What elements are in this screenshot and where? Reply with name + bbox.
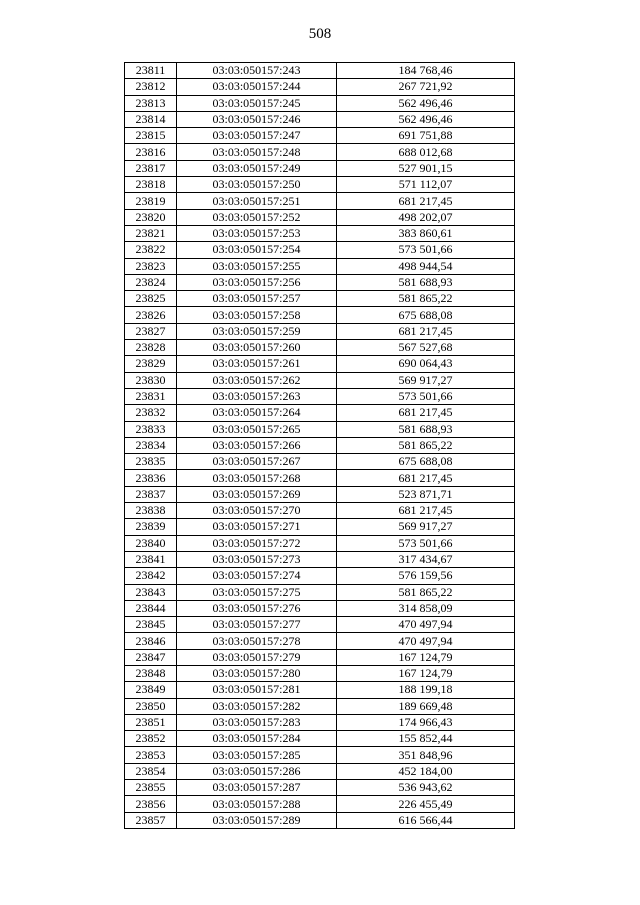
row-number-cell: 23812 bbox=[125, 79, 177, 95]
cadastral-number-cell: 03:03:050157:254 bbox=[177, 242, 337, 258]
cadastral-value-cell: 470 497,94 bbox=[337, 633, 515, 649]
cadastral-value-cell: 576 159,56 bbox=[337, 568, 515, 584]
table-row bbox=[125, 242, 515, 258]
cadastral-number-cell: 03:03:050157:243 bbox=[177, 63, 337, 79]
cadastral-value-cell: 688 012,68 bbox=[337, 144, 515, 160]
cadastral-number-cell: 03:03:050157:262 bbox=[177, 372, 337, 388]
cadastral-number-cell: 03:03:050157:276 bbox=[177, 600, 337, 616]
cadastral-number-cell: 03:03:050157:283 bbox=[177, 714, 337, 730]
cadastral-value-cell: 581 865,22 bbox=[337, 437, 515, 453]
row-number-cell: 23830 bbox=[125, 372, 177, 388]
table-row bbox=[125, 225, 515, 241]
table-row bbox=[125, 79, 515, 95]
cadastral-number-cell: 03:03:050157:251 bbox=[177, 193, 337, 209]
table-row bbox=[125, 698, 515, 714]
row-number-cell: 23824 bbox=[125, 274, 177, 290]
cadastral-number-cell: 03:03:050157:275 bbox=[177, 584, 337, 600]
table-row bbox=[125, 568, 515, 584]
table-row bbox=[125, 111, 515, 127]
cadastral-value-table bbox=[124, 62, 515, 829]
cadastral-number-cell: 03:03:050157:284 bbox=[177, 731, 337, 747]
cadastral-number-cell: 03:03:050157:270 bbox=[177, 503, 337, 519]
row-number-cell: 23835 bbox=[125, 454, 177, 470]
cadastral-value-cell: 569 917,27 bbox=[337, 519, 515, 535]
cadastral-number-cell: 03:03:050157:282 bbox=[177, 698, 337, 714]
table-row bbox=[125, 454, 515, 470]
table-row bbox=[125, 714, 515, 730]
cadastral-number-cell: 03:03:050157:252 bbox=[177, 209, 337, 225]
table-row bbox=[125, 486, 515, 502]
cadastral-value-cell: 581 688,93 bbox=[337, 274, 515, 290]
cadastral-number-cell: 03:03:050157:263 bbox=[177, 388, 337, 404]
cadastral-value-cell: 167 124,79 bbox=[337, 649, 515, 665]
row-number-cell: 23817 bbox=[125, 160, 177, 176]
cadastral-value-cell: 581 688,93 bbox=[337, 421, 515, 437]
cadastral-number-cell: 03:03:050157:258 bbox=[177, 307, 337, 323]
table-row bbox=[125, 503, 515, 519]
cadastral-number-cell: 03:03:050157:257 bbox=[177, 291, 337, 307]
row-number-cell: 23840 bbox=[125, 535, 177, 551]
row-number-cell: 23815 bbox=[125, 128, 177, 144]
cadastral-number-cell: 03:03:050157:264 bbox=[177, 405, 337, 421]
row-number-cell: 23851 bbox=[125, 714, 177, 730]
row-number-cell: 23855 bbox=[125, 780, 177, 796]
table-row bbox=[125, 649, 515, 665]
cadastral-value-cell: 681 217,45 bbox=[337, 193, 515, 209]
table-row bbox=[125, 274, 515, 290]
row-number-cell: 23842 bbox=[125, 568, 177, 584]
table-row bbox=[125, 470, 515, 486]
table-row bbox=[125, 812, 515, 828]
cadastral-value-cell: 498 944,54 bbox=[337, 258, 515, 274]
cadastral-value-cell: 314 858,09 bbox=[337, 600, 515, 616]
table-row bbox=[125, 95, 515, 111]
cadastral-value-cell: 573 501,66 bbox=[337, 242, 515, 258]
table-row bbox=[125, 372, 515, 388]
table-row bbox=[125, 340, 515, 356]
row-number-cell: 23854 bbox=[125, 763, 177, 779]
cadastral-value-cell: 155 852,44 bbox=[337, 731, 515, 747]
cadastral-number-cell: 03:03:050157:249 bbox=[177, 160, 337, 176]
cadastral-number-cell: 03:03:050157:274 bbox=[177, 568, 337, 584]
cadastral-value-cell: 498 202,07 bbox=[337, 209, 515, 225]
table-row bbox=[125, 193, 515, 209]
row-number-cell: 23837 bbox=[125, 486, 177, 502]
table-row bbox=[125, 63, 515, 79]
cadastral-value-cell: 691 751,88 bbox=[337, 128, 515, 144]
cadastral-value-cell: 675 688,08 bbox=[337, 454, 515, 470]
cadastral-number-cell: 03:03:050157:273 bbox=[177, 551, 337, 567]
cadastral-number-cell: 03:03:050157:269 bbox=[177, 486, 337, 502]
row-number-cell: 23844 bbox=[125, 600, 177, 616]
row-number-cell: 23827 bbox=[125, 323, 177, 339]
cadastral-value-cell: 351 848,96 bbox=[337, 747, 515, 763]
cadastral-value-cell: 562 496,46 bbox=[337, 95, 515, 111]
row-number-cell: 23816 bbox=[125, 144, 177, 160]
cadastral-number-cell: 03:03:050157:244 bbox=[177, 79, 337, 95]
row-number-cell: 23845 bbox=[125, 617, 177, 633]
cadastral-value-cell: 383 860,61 bbox=[337, 225, 515, 241]
table-row bbox=[125, 323, 515, 339]
row-number-cell: 23826 bbox=[125, 307, 177, 323]
table-row bbox=[125, 144, 515, 160]
table-row bbox=[125, 307, 515, 323]
row-number-cell: 23852 bbox=[125, 731, 177, 747]
table-row bbox=[125, 763, 515, 779]
row-number-cell: 23836 bbox=[125, 470, 177, 486]
row-number-cell: 23825 bbox=[125, 291, 177, 307]
cadastral-value-cell: 527 901,15 bbox=[337, 160, 515, 176]
cadastral-value-cell: 174 966,43 bbox=[337, 714, 515, 730]
cadastral-number-cell: 03:03:050157:281 bbox=[177, 682, 337, 698]
cadastral-value-cell: 184 768,46 bbox=[337, 63, 515, 79]
row-number-cell: 23857 bbox=[125, 812, 177, 828]
table-row bbox=[125, 747, 515, 763]
row-number-cell: 23848 bbox=[125, 665, 177, 681]
table-row bbox=[125, 633, 515, 649]
row-number-cell: 23846 bbox=[125, 633, 177, 649]
cadastral-number-cell: 03:03:050157:256 bbox=[177, 274, 337, 290]
row-number-cell: 23839 bbox=[125, 519, 177, 535]
table-row bbox=[125, 584, 515, 600]
table-row bbox=[125, 617, 515, 633]
cadastral-number-cell: 03:03:050157:279 bbox=[177, 649, 337, 665]
row-number-cell: 23843 bbox=[125, 584, 177, 600]
row-number-cell: 23856 bbox=[125, 796, 177, 812]
cadastral-number-cell: 03:03:050157:280 bbox=[177, 665, 337, 681]
cadastral-value-cell: 470 497,94 bbox=[337, 617, 515, 633]
page-number: 508 bbox=[308, 26, 332, 42]
row-number-cell: 23831 bbox=[125, 388, 177, 404]
cadastral-value-cell: 581 865,22 bbox=[337, 291, 515, 307]
table-row bbox=[125, 519, 515, 535]
table-row bbox=[125, 796, 515, 812]
cadastral-value-cell: 681 217,45 bbox=[337, 503, 515, 519]
row-number-cell: 23833 bbox=[125, 421, 177, 437]
cadastral-value-cell: 581 865,22 bbox=[337, 584, 515, 600]
cadastral-number-cell: 03:03:050157:250 bbox=[177, 177, 337, 193]
cadastral-number-cell: 03:03:050157:259 bbox=[177, 323, 337, 339]
cadastral-value-cell: 571 112,07 bbox=[337, 177, 515, 193]
row-number-cell: 23853 bbox=[125, 747, 177, 763]
cadastral-number-cell: 03:03:050157:245 bbox=[177, 95, 337, 111]
cadastral-number-cell: 03:03:050157:266 bbox=[177, 437, 337, 453]
cadastral-value-cell: 690 064,43 bbox=[337, 356, 515, 372]
cadastral-number-cell: 03:03:050157:248 bbox=[177, 144, 337, 160]
table-row bbox=[125, 177, 515, 193]
cadastral-number-cell: 03:03:050157:268 bbox=[177, 470, 337, 486]
cadastral-number-cell: 03:03:050157:247 bbox=[177, 128, 337, 144]
row-number-cell: 23847 bbox=[125, 649, 177, 665]
cadastral-number-cell: 03:03:050157:285 bbox=[177, 747, 337, 763]
cadastral-number-cell: 03:03:050157:267 bbox=[177, 454, 337, 470]
cadastral-value-cell: 189 669,48 bbox=[337, 698, 515, 714]
table-body bbox=[125, 63, 515, 829]
cadastral-value-cell: 523 871,71 bbox=[337, 486, 515, 502]
cadastral-number-cell: 03:03:050157:278 bbox=[177, 633, 337, 649]
table-row bbox=[125, 209, 515, 225]
row-number-cell: 23819 bbox=[125, 193, 177, 209]
cadastral-number-cell: 03:03:050157:260 bbox=[177, 340, 337, 356]
cadastral-value-cell: 267 721,92 bbox=[337, 79, 515, 95]
table-row bbox=[125, 405, 515, 421]
row-number-cell: 23834 bbox=[125, 437, 177, 453]
table-row bbox=[125, 291, 515, 307]
cadastral-number-cell: 03:03:050157:261 bbox=[177, 356, 337, 372]
cadastral-value-cell: 562 496,46 bbox=[337, 111, 515, 127]
cadastral-value-cell: 536 943,62 bbox=[337, 780, 515, 796]
row-number-cell: 23823 bbox=[125, 258, 177, 274]
row-number-cell: 23811 bbox=[125, 63, 177, 79]
cadastral-number-cell: 03:03:050157:272 bbox=[177, 535, 337, 551]
cadastral-number-cell: 03:03:050157:287 bbox=[177, 780, 337, 796]
table-row bbox=[125, 551, 515, 567]
cadastral-value-cell: 573 501,66 bbox=[337, 388, 515, 404]
table-row bbox=[125, 535, 515, 551]
cadastral-value-cell: 681 217,45 bbox=[337, 405, 515, 421]
row-number-cell: 23829 bbox=[125, 356, 177, 372]
cadastral-number-cell: 03:03:050157:246 bbox=[177, 111, 337, 127]
cadastral-value-cell: 681 217,45 bbox=[337, 470, 515, 486]
cadastral-value-cell: 317 434,67 bbox=[337, 551, 515, 567]
row-number-cell: 23818 bbox=[125, 177, 177, 193]
row-number-cell: 23838 bbox=[125, 503, 177, 519]
table-row bbox=[125, 665, 515, 681]
row-number-cell: 23849 bbox=[125, 682, 177, 698]
row-number-cell: 23828 bbox=[125, 340, 177, 356]
cadastral-number-cell: 03:03:050157:253 bbox=[177, 225, 337, 241]
row-number-cell: 23820 bbox=[125, 209, 177, 225]
cadastral-number-cell: 03:03:050157:289 bbox=[177, 812, 337, 828]
cadastral-value-cell: 681 217,45 bbox=[337, 323, 515, 339]
table-row bbox=[125, 421, 515, 437]
row-number-cell: 23813 bbox=[125, 95, 177, 111]
cadastral-value-cell: 675 688,08 bbox=[337, 307, 515, 323]
table-row bbox=[125, 682, 515, 698]
cadastral-value-cell: 452 184,00 bbox=[337, 763, 515, 779]
cadastral-value-cell: 573 501,66 bbox=[337, 535, 515, 551]
row-number-cell: 23822 bbox=[125, 242, 177, 258]
cadastral-number-cell: 03:03:050157:288 bbox=[177, 796, 337, 812]
table-row bbox=[125, 388, 515, 404]
table-row bbox=[125, 437, 515, 453]
cadastral-value-cell: 569 917,27 bbox=[337, 372, 515, 388]
row-number-cell: 23850 bbox=[125, 698, 177, 714]
cadastral-number-cell: 03:03:050157:265 bbox=[177, 421, 337, 437]
table-row bbox=[125, 160, 515, 176]
row-number-cell: 23814 bbox=[125, 111, 177, 127]
table-row bbox=[125, 128, 515, 144]
table-row bbox=[125, 731, 515, 747]
cadastral-number-cell: 03:03:050157:271 bbox=[177, 519, 337, 535]
cadastral-number-cell: 03:03:050157:286 bbox=[177, 763, 337, 779]
table-row bbox=[125, 780, 515, 796]
row-number-cell: 23832 bbox=[125, 405, 177, 421]
cadastral-value-cell: 226 455,49 bbox=[337, 796, 515, 812]
cadastral-number-cell: 03:03:050157:277 bbox=[177, 617, 337, 633]
cadastral-value-cell: 167 124,79 bbox=[337, 665, 515, 681]
cadastral-value-cell: 188 199,18 bbox=[337, 682, 515, 698]
cadastral-number-cell: 03:03:050157:255 bbox=[177, 258, 337, 274]
table-row bbox=[125, 600, 515, 616]
cadastral-value-cell: 616 566,44 bbox=[337, 812, 515, 828]
table-row bbox=[125, 356, 515, 372]
cadastral-value-cell: 567 527,68 bbox=[337, 340, 515, 356]
row-number-cell: 23821 bbox=[125, 225, 177, 241]
row-number-cell: 23841 bbox=[125, 551, 177, 567]
table-row bbox=[125, 258, 515, 274]
